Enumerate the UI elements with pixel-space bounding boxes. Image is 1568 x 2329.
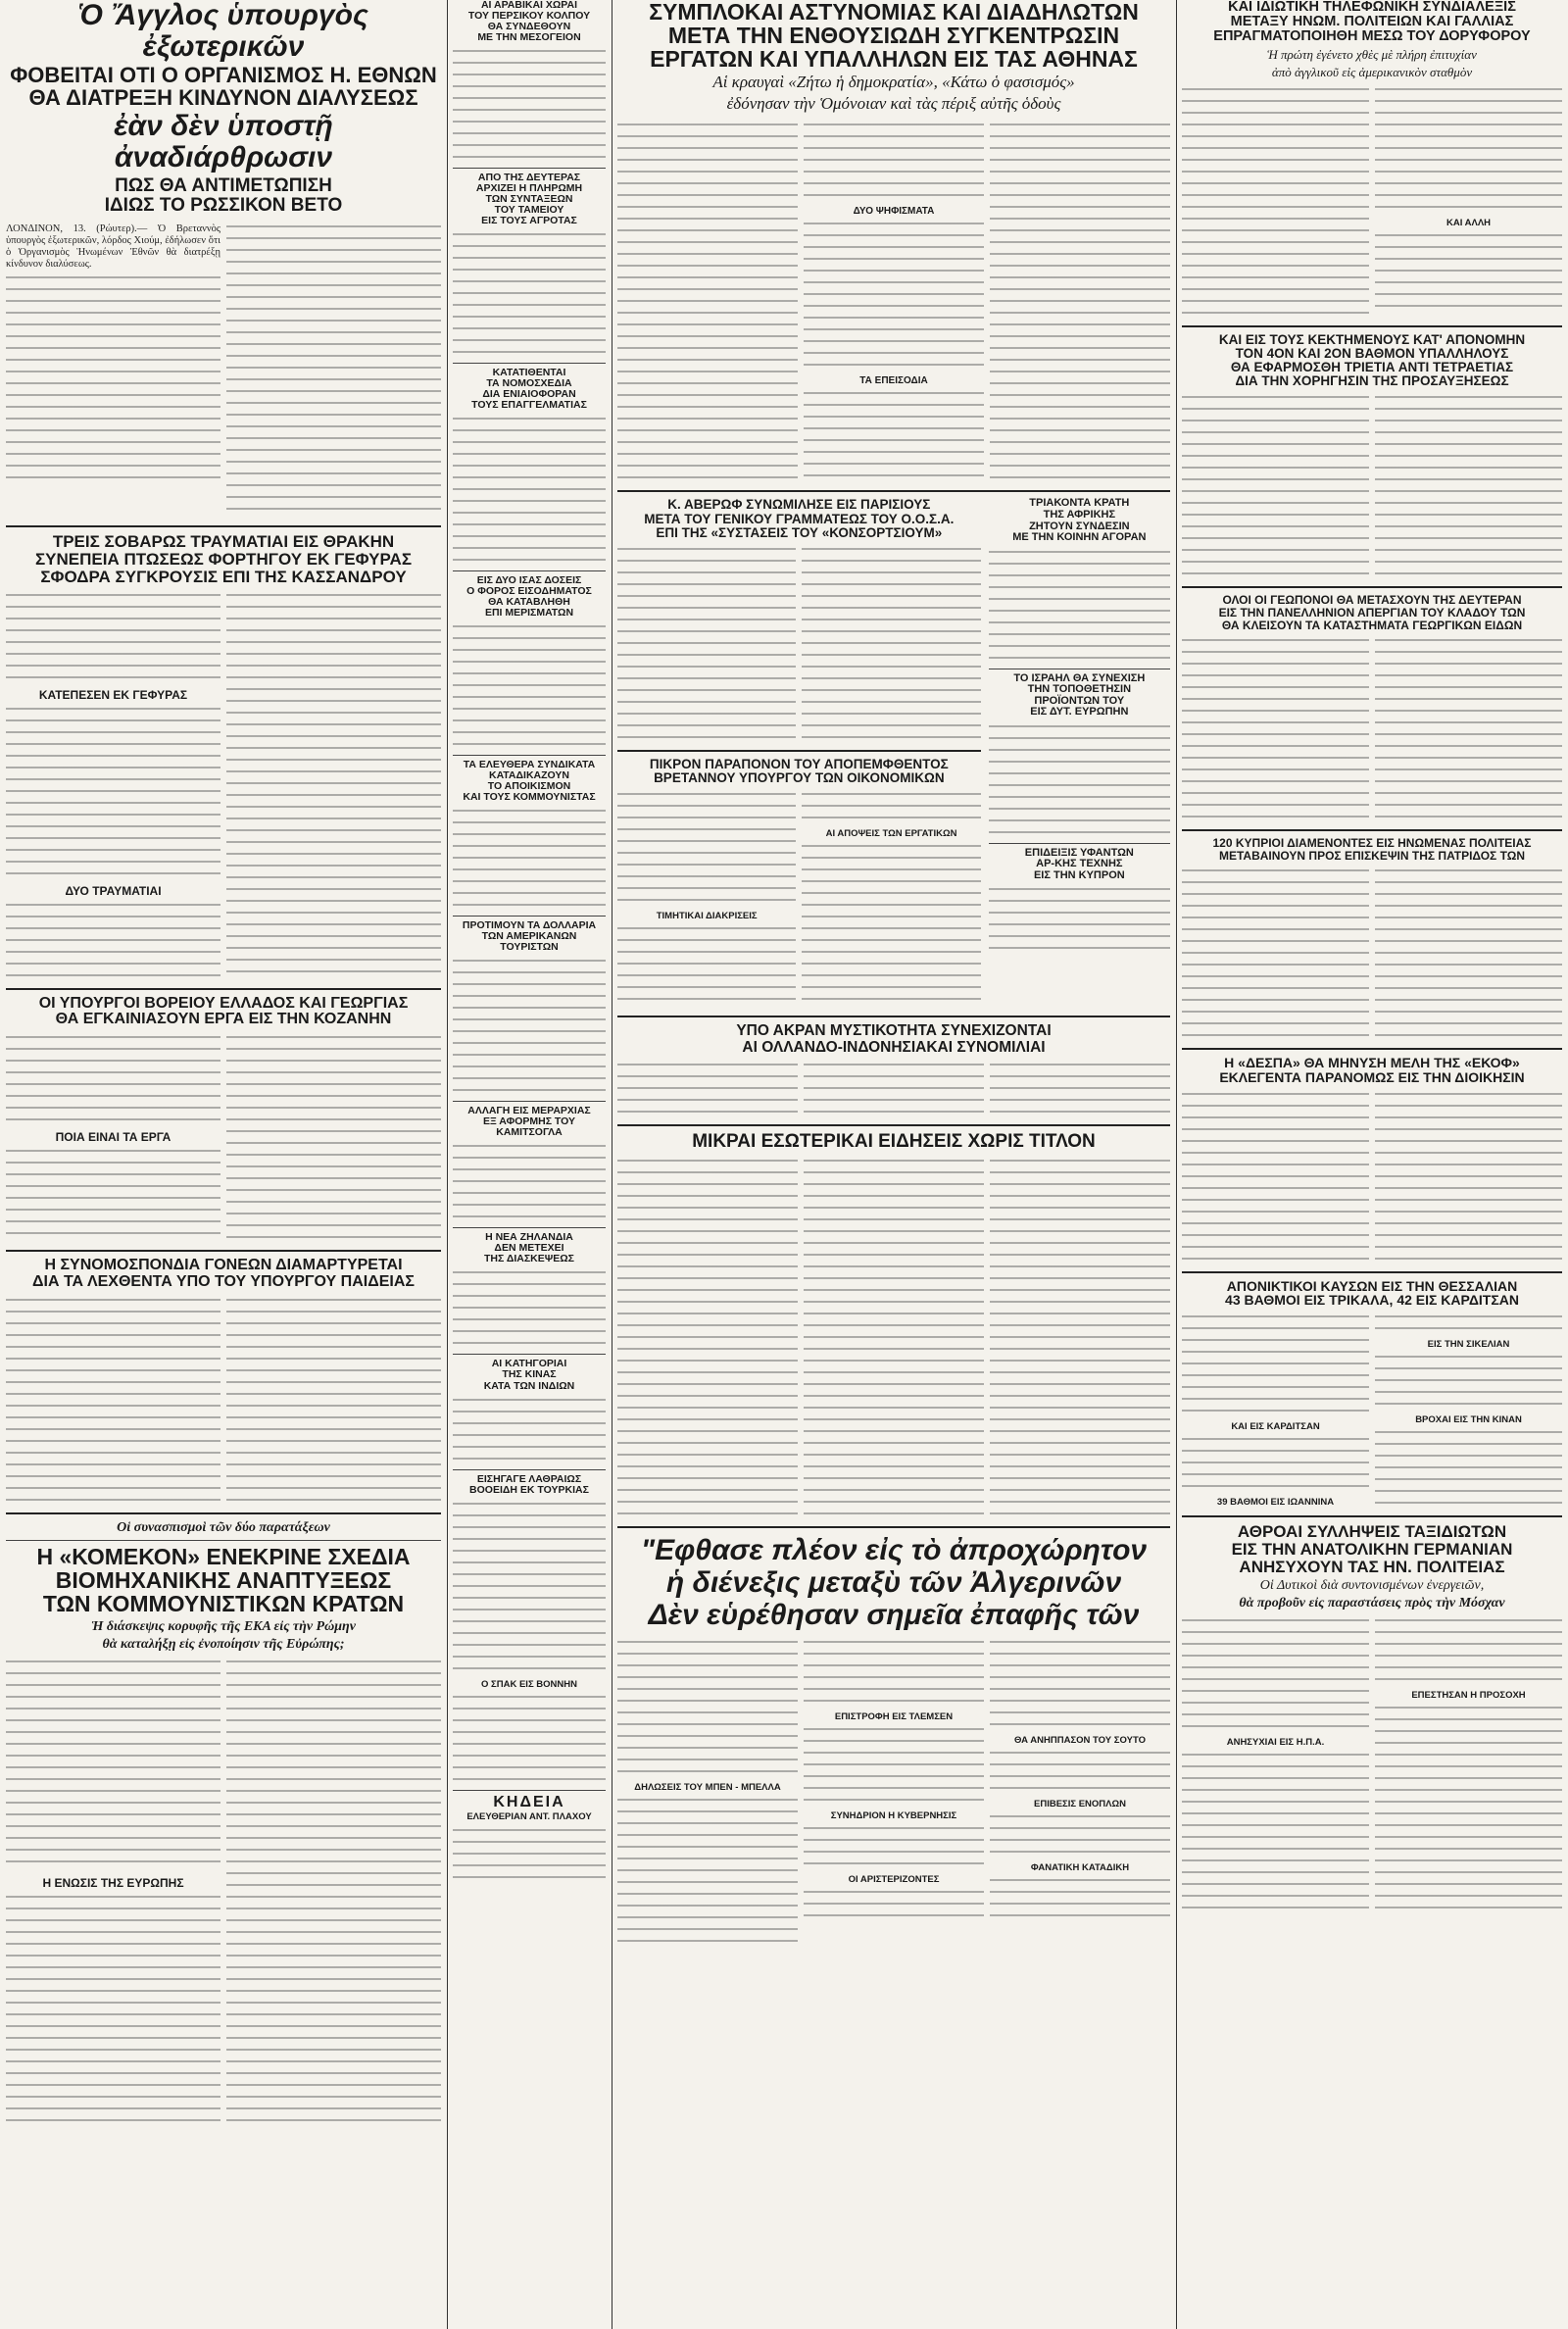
section-subhead: ΤΙΜΗΤΙΚΑΙ ΔΙΑΚΡΙΣΕΙΣ bbox=[656, 911, 758, 922]
section-subhead: ΔΥΟ ΤΡΑΥΜΑΤΙΑΙ bbox=[65, 883, 162, 898]
section-subhead: 39 ΒΑΘΜΟΙ ΕΙΣ ΙΩΑΝΝΙΝΑ bbox=[1216, 1497, 1335, 1509]
story-israel bbox=[989, 673, 1170, 839]
article-body bbox=[1375, 1352, 1562, 1411]
headline: ΕΙΣ ΔΥΤ. ΕΥΡΩΠΗΝ bbox=[1030, 706, 1129, 719]
subheadline: θὰ καταλήξῃ εἰς ἐνοποίησιν τῆς Εὐρώπης; bbox=[102, 1637, 345, 1653]
headline: ΑΡΧΙΖΕΙ Η ΠΛΗΡΩΜΗ bbox=[475, 182, 583, 195]
column-1 bbox=[6, 0, 441, 2329]
headline: ΑΠΟΝΙΚΤΙΚΟΙ ΚΑΥΣΩΝ ΕΙΣ ΤΗΝ ΘΕΣΣΑΛΙΑΝ bbox=[1226, 1277, 1518, 1294]
section-subhead: ΑΙ ΑΠΟΨΕΙΣ ΤΩΝ ΕΡΓΑΤΙΚΩΝ bbox=[825, 828, 957, 840]
story-brief-news bbox=[617, 1132, 1170, 1520]
headline: ΚΑΜΙΤΣΟΓΛΑ bbox=[496, 1126, 563, 1139]
article-body bbox=[1182, 1434, 1369, 1493]
subheadline: θὰ προβοῦν εἰς παραστάσεις πρὸς τὴν Μόσχαν bbox=[1239, 1595, 1505, 1610]
subheadline: ἀπὸ ἀγγλικοῦ εἰς ἀμερικανικὸν σταθμὸν bbox=[1271, 64, 1473, 79]
headline: ΣΥΝΕΠΕΙΑ ΠΤΩΣΕΩΣ ΦΟΡΤΗΓΟΥ ΕΚ ΓΕΦΥΡΑΣ bbox=[34, 549, 413, 569]
section-subhead: ΦΑΝΑΤΙΚΗ ΚΑΤΑΔΙΚΗ bbox=[1030, 1861, 1130, 1873]
headline: ΚΑΙ ΤΟΥΣ ΚΟΜΜΟΥΝΙΣΤΑΣ bbox=[463, 791, 596, 804]
headline: ΤΟ ΙΣΡΑΗΛ ΘΑ ΣΥΝΕΧΙΣΗ bbox=[1013, 671, 1146, 684]
article-body bbox=[1182, 866, 1369, 1042]
headline: ΣΥΜΠΛΟΚΑΙ ΑΣΤΥΝΟΜΙΑΣ ΚΑΙ ΔΙΑΔΗΛΩΤΩΝ bbox=[649, 0, 1139, 25]
article-body bbox=[990, 1156, 1170, 1520]
article-body bbox=[989, 884, 1170, 955]
story-unions bbox=[453, 760, 606, 912]
headline: ΤΟΝ 4ΟΝ ΚΑΙ 2ΟΝ ΒΑΘΜΟΝ ΥΠΑΛΛΗΛΟΥΣ bbox=[1235, 345, 1509, 361]
headline: ΟΙ ΥΠΟΥΡΓΟΙ ΒΟΡΕΙΟΥ ΕΛΛΑΔΟΣ ΚΑΙ ΓΕΩΡΓΙΑΣ bbox=[38, 994, 409, 1012]
headline: ΤΩΝ ΣΥΝΤΑΞΕΩΝ bbox=[485, 193, 573, 206]
section-subhead: ΕΠΙΣΤΡΟΦΗ ΕΙΣ ΤΛΕΜΣΕΝ bbox=[834, 1710, 954, 1722]
headline: ΟΛΟΙ ΟΙ ΓΕΩΠΟΝΟΙ ΘΑ ΜΕΤΑΣΧΟΥΝ ΤΗΣ ΔΕΥΤΕΡΑΝ bbox=[1222, 593, 1522, 608]
article-body bbox=[226, 590, 441, 978]
article-body bbox=[802, 789, 980, 824]
headline: ΔΙΑ ΕΝΙΑΙΟΦΟΡΑΝ bbox=[482, 388, 576, 401]
article-body bbox=[990, 1875, 1170, 1922]
headline: ΑΝΗΣΥΧΟΥΝ ΤΑΣ ΗΝ. ΠΟΛΙΤΕΙΑΣ bbox=[1239, 1557, 1505, 1576]
section-subhead: Ο ΣΠΑΚ ΕΙΣ ΒΟΝΝΗΝ bbox=[481, 1678, 577, 1690]
article-body bbox=[6, 273, 220, 478]
article-body bbox=[226, 1657, 441, 2123]
article-body bbox=[804, 1887, 984, 1922]
story-kozani-works bbox=[6, 996, 441, 1245]
article-body bbox=[453, 1692, 606, 1786]
article-body bbox=[453, 1395, 606, 1465]
headline: Η «ΔΕΣΠΑ» ΘΑ ΜΗΝΥΣΗ ΜΕΛΗ ΤΗΣ «ΕΚΟΦ» bbox=[1224, 1055, 1520, 1071]
headline: ΒΙΟΜΗΧΑΝΙΚΗΣ ΑΝΑΠΤΥΞΕΩΣ bbox=[55, 1566, 392, 1593]
headline: ΖΗΤΟΥΝ ΣΥΝΔΕΣΙΝ bbox=[1029, 520, 1130, 532]
section-subhead: ΟΙ ΑΡΙΣΤΕΡΙΖΟΝΤΕΣ bbox=[848, 1873, 940, 1885]
story-civil-servants bbox=[1182, 333, 1562, 581]
section-subhead: ΠΟΙΑ ΕΙΝΑΙ ΤΑ ΕΡΓΑ bbox=[55, 1130, 172, 1145]
headline: ΘΑ ΚΛΕΙΣΟΥΝ ΤΑ ΚΑΤΑΣΤΗΜΑΤΑ ΓΕΩΡΓΙΚΩΝ ΕΙΔΩΝ bbox=[1221, 618, 1523, 632]
article-body bbox=[453, 1267, 606, 1350]
subheadline: Οἱ Δυτικοὶ διὰ συντονισμένων ἐνεργειῶν, bbox=[1259, 1577, 1485, 1593]
article-body bbox=[1375, 84, 1562, 214]
article-body bbox=[1375, 1089, 1562, 1265]
story-divisions bbox=[453, 1106, 606, 1223]
headline: "Εφθασε πλέον εἰς τὸ ἀπροχώρητον bbox=[640, 1533, 1148, 1566]
headline: ΑΡ-ΚΗΣ ΤΕΧΝΗΣ bbox=[1036, 858, 1123, 870]
story-funeral bbox=[453, 1795, 606, 1885]
section-subhead: Η ΕΝΩΣΙΣ ΤΗΣ ΕΥΡΩΠΗΣ bbox=[42, 1876, 184, 1891]
headline: Ο ΦΟΡΟΣ ΕΙΣΟΔΗΜΑΤΟΣ bbox=[466, 585, 592, 598]
story-new-zealand bbox=[453, 1232, 606, 1350]
headline: ΚΑΤΑ ΤΩΝ ΙΝΔΙΩΝ bbox=[483, 1379, 575, 1392]
story-parents-protest bbox=[6, 1258, 441, 1507]
article-body bbox=[989, 721, 1170, 839]
column-3 bbox=[617, 0, 1170, 2329]
article-body bbox=[453, 46, 606, 164]
headline: ΑΠΟ ΤΗΣ ΔΕΥΤΕΡΑΣ bbox=[477, 172, 581, 184]
headline: ΜΕ ΤΗΝ ΜΕΣΟΓΕΙΟΝ bbox=[477, 31, 581, 44]
subheadline: ΠΩΣ ΘΑ ΑΝΤΙΜΕΤΩΠΙΣΗ bbox=[115, 175, 332, 197]
headline: ΜΕ ΤΗΝ ΚΟΙΝΗΝ ΑΓΟΡΑΝ bbox=[1012, 531, 1147, 544]
section-subhead: ΕΠΙΒΕΣΙΣ ΕΝΟΠΛΩΝ bbox=[1034, 1798, 1126, 1809]
article-body bbox=[804, 1156, 984, 1520]
headline: Η «ΚΟΜΕΚΟΝ» ΕΝΕΚΡΙΝΕ ΣΧΕΔΙΑ bbox=[36, 1543, 411, 1569]
headline: ΕΙΣ ΤΗΝ ΑΝΑΤΟΛΙΚΗΝ ΓΕΡΜΑΝΙΑΝ bbox=[1231, 1539, 1513, 1559]
article-body bbox=[6, 1146, 220, 1244]
headline: ΚΑΤΑΔΙΚΑΖΟΥΝ bbox=[488, 769, 570, 782]
article-body bbox=[1182, 1089, 1369, 1265]
headline: ΤΑ ΕΛΕΥΘΕΡΑ ΣΥΝΔΙΚΑΤΑ bbox=[463, 759, 596, 771]
article-body bbox=[6, 1657, 220, 1872]
headline: ΚΗΔΕΙΑ bbox=[493, 1793, 565, 1810]
headline: ΠΡΟΤΙΜΟΥΝ ΤΑ ΔΟΛΛΑΡΙΑ bbox=[462, 919, 597, 932]
article-body bbox=[617, 1637, 798, 1778]
article-body bbox=[804, 1637, 984, 1708]
article-body bbox=[453, 1141, 606, 1223]
story-agronomists-strike bbox=[1182, 594, 1562, 823]
subheadline: ΙΔΙΩΣ ΤΟ ΡΩΣΣΙΚΟΝ ΒΕΤΟ bbox=[104, 195, 343, 217]
headline: Η ΣΥΝΟΜΟΣΠΟΝΔΙΑ ΓΟΝΕΩΝ ΔΙΑΜΑΡΤΥΡΕΤΑΙ bbox=[44, 1257, 403, 1274]
headline: ΤΗΣ ΔΙΑΣΚΕΨΕΩΣ bbox=[484, 1253, 574, 1265]
article-body bbox=[617, 120, 798, 484]
article-body bbox=[1182, 84, 1369, 320]
article-body bbox=[453, 621, 606, 751]
article-body bbox=[989, 547, 1170, 665]
story-cypriots-visit bbox=[1182, 837, 1562, 1042]
section-subhead: ΒΡΟΧΑΙ ΕΙΣ ΤΗΝ ΚΙΝΑΝ bbox=[1415, 1414, 1522, 1426]
article-body bbox=[990, 1637, 1170, 1731]
section-subhead: ΕΙΣ ΤΗΝ ΣΙΚΕΛΙΑΝ bbox=[1427, 1339, 1510, 1351]
column-rule bbox=[447, 0, 448, 2329]
section-subhead: ΔΗΛΩΣΕΙΣ ΤΟΥ ΜΠΕΝ - ΜΠΕΛΛΑ bbox=[634, 1781, 781, 1793]
headline: ΕΙΣ ΤΟΥΣ ΑΓΡΟΤΑΣ bbox=[481, 215, 577, 227]
headline: ΘΑ ΚΑΤΑΒΛΗΘΗ bbox=[488, 596, 570, 609]
story-africa-states bbox=[989, 498, 1170, 664]
article-body bbox=[1375, 1312, 1562, 1335]
headline: ἐὰν δὲν ὑποστῇ ἀναδιάρθρωσιν bbox=[114, 110, 333, 173]
headline: ΔΙΑ ΤΗΝ ΧΟΡΗΓΗΣΙΝ ΤΗΣ ΠΡΟΣΑΥΞΗΣΕΩΣ bbox=[1235, 373, 1509, 389]
section-subhead: ΕΠΕΣΤΗΣΑΝ Η ΠΡΟΣΟΧΗ bbox=[1411, 1689, 1526, 1701]
article-body bbox=[226, 222, 441, 520]
headline: 43 ΒΑΘΜΟΙ ΕΙΣ ΤΡΙΚΑΛΑ, 42 ΕΙΣ ΚΑΡΔΙΤΣΑΝ bbox=[1225, 1292, 1519, 1309]
article-body bbox=[990, 1748, 1170, 1795]
subheadline: ἐδόνησαν τὴν Ὁμόνοιαν καὶ τὰς πέριξ αὐτῆς ὁδοὺς bbox=[726, 94, 1061, 114]
article-body bbox=[6, 1295, 220, 1507]
story-bills bbox=[453, 368, 606, 567]
section-subhead: ΔΥΟ ΨΗΦΙΣΜΑΤΑ bbox=[853, 206, 935, 218]
headline: ΕΙΣ ΤΗΝ ΠΑΝΕΛΛΗΝΙΟΝ ΑΠΕΡΓΙΑΝ ΤΟΥ ΚΛΑΔΟΥ ΤΩΝ bbox=[1218, 605, 1526, 619]
headline: ΒΡΕΤΑΝΝΟΥ ΥΠΟΥΡΓΟΥ ΤΩΝ ΟΙΚΟΝΟΜΙΚΩΝ bbox=[654, 770, 945, 786]
headline: Δὲν εὑρέθησαν σημεῖα ἐπαφῆς τῶν bbox=[648, 1598, 1140, 1631]
story-income-tax bbox=[453, 575, 606, 751]
article-body bbox=[6, 1032, 220, 1126]
article-dateline: ΛΟΝΔΙΝΟΝ, 13. (Ρώυτερ).— Ὁ Βρεταννὸς ὑπουργὸς ἐξωτερικῶν, λόρδος Χιούμ, ἐδήλωσεν ὅτι ὁ Ὀργανισμὸς Ἡνωμένων Ἐθνῶν θὰ διατρέξῃ κίνδυνον διαλύσεως. bbox=[6, 223, 220, 271]
headline: ΜΕΤΑ ΤΗΝ ΕΝΘΟΥΣΙΩΔΗ ΣΥΓΚΕΝΤΡΩΣΙΝ bbox=[667, 23, 1120, 49]
subheadline: Ἡ διάσκεψις κορυφῆς τῆς ΕΚΑ εἰς τὴν Ρώμην bbox=[91, 1619, 356, 1635]
headline: ΣΦΟΔΡΑ ΣΥΓΚΡΟΥΣΙΣ ΕΠΙ ΤΗΣ ΚΑΣΣΑΝΔΡΟΥ bbox=[40, 567, 407, 586]
story-east-germany-arrests bbox=[1182, 1523, 1562, 1914]
article-body bbox=[6, 1892, 220, 2127]
headline: ΕΚΛΕΓΕΝΤΑ ΠΑΡΑΝΟΜΩΣ ΕΙΣ ΤΗΝ ΔΙΟΙΚΗΣΙΝ bbox=[1219, 1069, 1525, 1085]
headline: ΘΑ ΕΓΚΑΙΝΙΑΣΟΥΝ ΕΡΓΑ ΕΙΣ ΤΗΝ ΚΟΖΑΝΗΝ bbox=[55, 1011, 392, 1028]
headline: ΕΞ ΑΦΟΡΜΗΣ ΤΟΥ bbox=[482, 1115, 576, 1128]
headline: ΑΙ ΟΛΛΑΝΔΟ-ΙΝΔΟΝΗΣΙΑΚΑΙ ΣΥΝΟΜΙΛΙΑΙ bbox=[742, 1038, 1046, 1056]
article-body bbox=[1182, 1750, 1369, 1914]
headline: ΤΟ ΑΠΟΙΚΙΣΜΟΝ bbox=[487, 780, 571, 793]
article-body bbox=[453, 956, 606, 1097]
headline: ΤΩΝ ΚΟΜΜΟΥΝΙΣΤΙΚΩΝ ΚΡΑΤΩΝ bbox=[42, 1591, 405, 1617]
article-body bbox=[617, 789, 796, 907]
headline: ΤΗΣ ΚΙΝΑΣ bbox=[502, 1368, 557, 1381]
headline: ΠΙΚΡΟΝ ΠΑΡΑΠΟΝΟΝ ΤΟΥ ΑΠΟΠΕΜΦΘΕΝΤΟΣ bbox=[649, 756, 949, 771]
headline: ΜΙΚΡΑΙ ΕΣΩΤΕΡΙΚΑΙ ΕΙΔΗΣΕΙΣ ΧΩΡΙΣ ΤΙΤΛΟΝ bbox=[692, 1130, 1096, 1152]
headline: ΑΘΡΟΑΙ ΣΥΛΛΗΨΕΙΣ ΤΑΞΙΔΙΩΤΩΝ bbox=[1237, 1522, 1507, 1542]
article-body bbox=[1182, 392, 1369, 580]
kicker-line: Οἱ συνασπισμοὶ τῶν δύο παρατάξεων bbox=[117, 1519, 330, 1535]
headline: ΑΛΛΑΓΗ ΕΙΣ ΜΕΡΑΡΧΙΑΣ bbox=[467, 1105, 591, 1117]
headline: ΤΟΥΡΙΣΤΩΝ bbox=[500, 941, 559, 954]
headline: Κ. ΑΒΕΡΩΦ ΣΥΝΩΜΙΛΗΣΕ ΕΙΣ ΠΑΡΙΣΙΟΥΣ bbox=[667, 497, 931, 513]
story-athens-clashes bbox=[617, 0, 1170, 484]
story-cattle bbox=[453, 1474, 606, 1786]
article-body bbox=[617, 1156, 798, 1520]
headline: ΕΙΣ ΤΗΝ ΚΥΠΡΟΝ bbox=[1033, 868, 1125, 881]
headline: ΤΩΝ ΑΜΕΡΙΚΑΝΩΝ bbox=[481, 930, 577, 943]
story-dutch-indonesian bbox=[617, 1023, 1170, 1118]
headline: ΜΕΤΑΒΑΙΝΟΥΝ ΠΡΟΣ ΕΠΙΣΚΕΨΙΝ ΤΗΣ ΠΑΤΡΙΔΟΣ ΤΩΝ bbox=[1218, 848, 1525, 863]
story-gulf-states bbox=[453, 0, 606, 164]
headline: ΤΗΝ ΤΟΠΟΘΕΤΗΣΙΝ bbox=[1027, 683, 1132, 696]
story-despa-lawsuit bbox=[1182, 1056, 1562, 1264]
section-subhead: ΤΑ ΕΠΕΙΣΟΔΙΑ bbox=[859, 375, 928, 387]
article-body bbox=[804, 120, 984, 202]
headline: ΤΑ ΝΟΜΟΣΧΕΔΙΑ bbox=[486, 377, 572, 390]
headline: ΕΙΣΗΓΑΓΕ ΛΑΘΡΑΙΩΣ bbox=[476, 1472, 582, 1485]
article-body bbox=[1375, 866, 1562, 1042]
story-un-reform bbox=[6, 0, 441, 520]
article-body bbox=[802, 841, 980, 1006]
article-body bbox=[804, 219, 984, 372]
column-rule bbox=[1176, 0, 1177, 2329]
column-4 bbox=[1182, 0, 1562, 2329]
headline: ΤΡΙΑΚΟΝΤΑ ΚΡΑΤΗ bbox=[1029, 497, 1130, 510]
story-cyprus-weaving bbox=[989, 848, 1170, 956]
headline: ΔΙΑ ΤΑ ΛΕΧΘΕΝΤΑ ΥΠΟ ΤΟΥ ΥΠΟΥΡΓΟΥ ΠΑΙΔΕΙΑΣ bbox=[32, 1272, 415, 1290]
section-subhead: ΘΑ ΑΝΗΠΠΑΣΟΝ ΤΟΥ ΣΟΥΤΟ bbox=[1014, 1734, 1146, 1746]
headline: ΦΟΒΕΙΤΑΙ ΟΤΙ Ο ΟΡΓΑΝΙΣΜΟΣ Η. ΕΘΝΩΝ bbox=[10, 63, 437, 87]
article-body bbox=[453, 1499, 606, 1675]
article-body bbox=[617, 1795, 798, 1948]
headline: ΤΟΥ ΠΕΡΣΙΚΟΥ ΚΟΛΠΟΥ bbox=[467, 10, 591, 23]
headline: ΥΠΟ ΑΚΡΑΝ ΜΥΣΤΙΚΟΤΗΤΑ ΣΥΝΕΧΙΖΟΝΤΑΙ bbox=[736, 1022, 1052, 1040]
section-subhead: ΣΥΝΗΔΡΙΟΝ Η ΚΥΒΕΡΝΗΣΙΣ bbox=[830, 1809, 957, 1821]
column-2 bbox=[453, 0, 606, 2329]
article-body bbox=[990, 1060, 1170, 1118]
headline: ΒΟΟΕΙΔΗ ΕΚ ΤΟΥΡΚΙΑΣ bbox=[469, 1483, 589, 1496]
article-body bbox=[804, 388, 984, 482]
headline: ΕΠΡΑΓΜΑΤΟΠΟΙΗΘΗ ΜΕΣΩ ΤΟΥ ΔΟΡΥΦΟΡΟΥ bbox=[1213, 28, 1531, 45]
article-body bbox=[990, 120, 1170, 484]
article-body bbox=[1375, 1427, 1562, 1510]
article-body bbox=[226, 1295, 441, 1507]
headline: ΠΡΟΪΟΝΤΩΝ ΤΟΥ bbox=[1034, 694, 1125, 707]
headline: ΔΕΝ ΜΕΤΕΧΕΙ bbox=[494, 1242, 564, 1255]
headline: ΚΑΙ ΙΔΙΩΤΙΚΗ ΤΗΛΕΦΩΝΙΚΗ ΣΥΝΔΙΑΛΕΞΙΣ bbox=[1228, 0, 1516, 15]
article-body bbox=[1375, 1703, 1562, 1914]
headline: ΜΕΤΑ ΤΟΥ ΓΕΝΙΚΟΥ ΓΡΑΜΜΑΤΕΩΣ ΤΟΥ Ο.Ο.Σ.Α. bbox=[644, 511, 955, 526]
section-subhead: ΚΑΙ ΕΙΣ ΚΑΡΔΙΤΣΑΝ bbox=[1231, 1421, 1320, 1433]
article-body bbox=[804, 1724, 984, 1807]
story-satellite-call bbox=[1182, 0, 1562, 320]
headline: ΤΡΕΙΣ ΣΟΒΑΡΩΣ ΤΡΑΥΜΑΤΙΑΙ ΕΙΣ ΘΡΑΚΗΝ bbox=[52, 532, 395, 552]
headline: ΕΠΙΔΕΙΞΙΣ ΥΦΑΝΤΩΝ bbox=[1024, 846, 1134, 859]
headline: ἡ διένεξις μεταξὺ τῶν Ἀλγερινῶν bbox=[665, 1565, 1122, 1599]
story-algeria bbox=[617, 1534, 1170, 1948]
article-body bbox=[453, 1825, 606, 1884]
article-body bbox=[1182, 1615, 1369, 1733]
article-body bbox=[802, 544, 980, 744]
headline: ΤΟΥΣ ΕΠΑΓΓΕΛΜΑΤΙΑΣ bbox=[471, 399, 587, 412]
story-dollars bbox=[453, 920, 606, 1097]
subheadline: Αἱ κραυγαὶ «Ζήτω ἡ δημοκρατία», «Κάτω ὁ φασισμός» bbox=[712, 73, 1075, 92]
article-body bbox=[6, 704, 220, 880]
section-subhead: ΑΝΗΣΥΧΙΑΙ ΕΙΣ Η.Π.Α. bbox=[1226, 1736, 1325, 1748]
headline: ΕΠΙ ΜΕΡΙΣΜΑΤΩΝ bbox=[484, 607, 574, 619]
story-heatwave bbox=[1182, 1279, 1562, 1510]
story-pensions bbox=[453, 173, 606, 359]
headline: ΜΕΤΑΞΥ ΗΝΩΜ. ΠΟΛΙΤΕΙΩΝ ΚΑΙ ΓΑΛΛΙΑΣ bbox=[1230, 14, 1514, 30]
article-body bbox=[990, 1811, 1170, 1858]
article-body bbox=[1375, 635, 1562, 823]
article-body bbox=[1375, 1615, 1562, 1686]
story-uk-minister bbox=[617, 758, 981, 1006]
headline: ΚΑΙ ΕΙΣ ΤΟΥΣ ΚΕΚΤΗΜΕΝΟΥΣ ΚΑΤ' ΑΠΟΝΟΜΗΝ bbox=[1218, 331, 1526, 347]
article-body bbox=[617, 544, 796, 744]
article-body bbox=[453, 229, 606, 359]
headline: ΑΙ ΑΡΑΒΙΚΑΙ ΧΩΡΑΙ bbox=[480, 0, 578, 11]
subheadline: Ἡ πρώτη ἐγένετο χθὲς μὲ πλήρη ἐπιτυχίαν bbox=[1267, 46, 1477, 62]
article-body bbox=[804, 1060, 984, 1118]
headline: ΤΟΥ ΤΑΜΕΙΟΥ bbox=[494, 204, 564, 217]
headline: Ὁ Ἄγγλος ὑπουργὸς ἐξωτερικῶν bbox=[78, 0, 368, 63]
section-subhead: ΚΑΤΕΠΕΣΕΝ ΕΚ ΓΕΦΥΡΑΣ bbox=[38, 687, 188, 702]
article-body bbox=[1375, 230, 1562, 313]
article-body bbox=[617, 923, 796, 1006]
article-body bbox=[1182, 1312, 1369, 1417]
section-subhead: ΚΑΙ ΑΛΛΗ bbox=[1446, 217, 1492, 228]
article-body bbox=[6, 590, 220, 684]
headline: ΘΑ ΣΥΝΔΕΘΟΥΝ bbox=[487, 21, 571, 33]
article-body bbox=[453, 414, 606, 567]
headline: ΑΙ ΚΑΤΗΓΟΡΙΑΙ bbox=[491, 1358, 567, 1370]
article-body bbox=[226, 1032, 441, 1244]
headline: ΕΡΓΑΤΩΝ ΚΑΙ ΥΠΑΛΛΗΛΩΝ ΕΙΣ ΤΑΣ ΑΘΗΝΑΣ bbox=[650, 46, 1138, 73]
article-body bbox=[6, 900, 220, 982]
story-china-india bbox=[453, 1359, 606, 1464]
article-body bbox=[804, 1823, 984, 1870]
headline: ΕΙΣ ΔΥΟ ΙΣΑΣ ΔΟΣΕΙΣ bbox=[476, 574, 582, 587]
headline: ΤΗΣ ΑΦΡΙΚΗΣ bbox=[1043, 508, 1116, 520]
article-body bbox=[1182, 635, 1369, 823]
story-comecon bbox=[6, 1520, 441, 2127]
headline: ΘΑ ΕΦΑΡΜΟΣΘΗ ΤΡΙΕΤΙΑ ΑΝΤΙ ΤΕΤΡΑΕΤΙΑΣ bbox=[1230, 360, 1514, 374]
article-body bbox=[1375, 392, 1562, 580]
article-body bbox=[453, 806, 606, 912]
obituary-name: ΕΛΕΥΘΕΡΙΑΝ ΑΝΤ. ΠΛΑΧΟΥ bbox=[466, 1811, 592, 1823]
story-averof-paris bbox=[617, 498, 981, 744]
headline: ΘΑ ΔΙΑΤΡΕΞΗ ΚΙΝΔΥΝΟΝ ΔΙΑΛΥΣΕΩΣ bbox=[28, 85, 418, 111]
headline: ΕΠΙ ΤΗΣ «ΣΥΣΤΑΣΕΙΣ ΤΟΥ «ΚΟΝΣΟΡΤΣΙΟΥΜ» bbox=[656, 524, 943, 540]
headline: 120 ΚΥΠΡΙΟΙ ΔΙΑΜΕΝΟΝΤΕΣ ΕΙΣ ΗΝΩΜΕΝΑΣ ΠΟΛΙΤΕΙΑΣ bbox=[1212, 836, 1532, 851]
story-thrace-accident bbox=[6, 533, 441, 982]
article-body bbox=[617, 1060, 798, 1118]
headline: ΚΑΤΑΤΙΘΕΝΤΑΙ bbox=[492, 367, 566, 379]
headline: Η ΝΕΑ ΖΗΛΑΝΔΙΑ bbox=[485, 1231, 573, 1244]
